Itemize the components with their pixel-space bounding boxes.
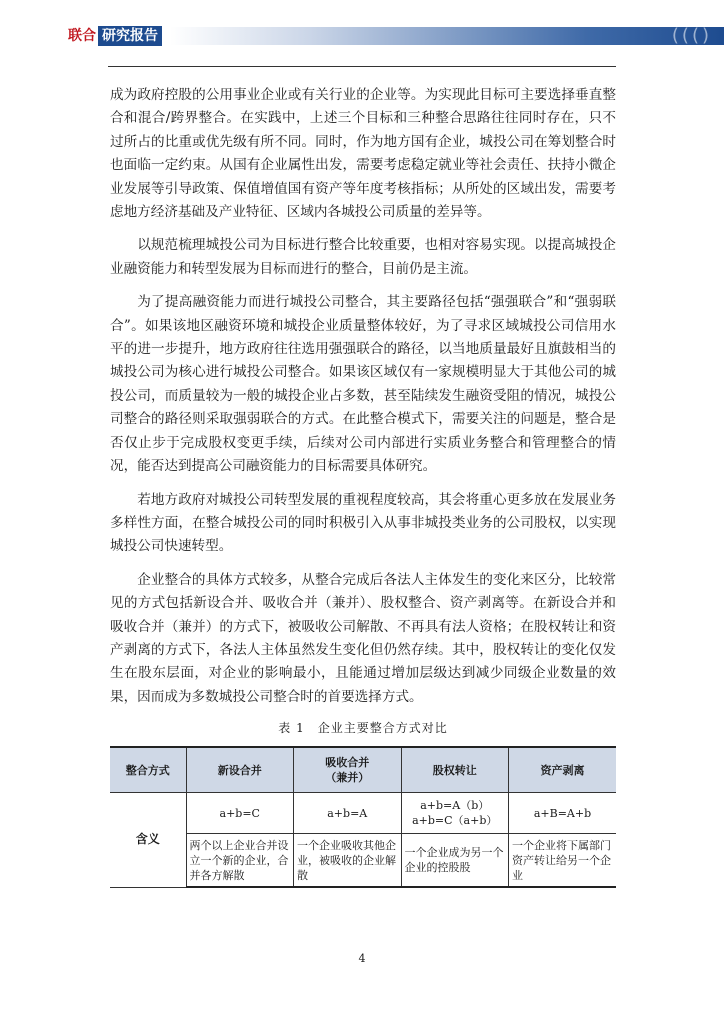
paragraph-3: 为了提高融资能力而进行城投公司整合，其主要路径包括“强强联合”和“强弱联合”。如果该地区融资环境和城投企业质量整体较好，为了寻求区域城投公司信用水平的进一步提升，地方政府往往选用强强联合的路径，以当地质量最好且旗鼓相当的城投公司为核心进行城投公司整合。如果该区域仅有一家规模明显大于其他公司的城投公司，而质量较为一般的城投企业占多数，甚至陆续发生融资受阻的情况，城投公司整合的路径则采取强弱联合的方式。在此整合模式下，需要关注的问题是，整合是否仅止步于完成股权变更手续，后续对公司内部进行实质业务整合和管理整合的情况，能否达到提高公司融资能力的目标需要具体研究。 (110, 294, 616, 475)
table-header-cell: 资产剥离 (509, 747, 617, 793)
description-cell: 两个以上企业合并设立一个新的企业，合并各方解散 (186, 834, 294, 888)
header-gradient-bar (170, 27, 724, 45)
integration-methods-table (110, 746, 616, 888)
header-divider (108, 66, 616, 67)
formula-cell: a+b=C (186, 793, 294, 834)
page-body (110, 84, 616, 888)
brand-name-blue: 研究报告 (98, 26, 162, 46)
brand-logo (68, 26, 162, 46)
paragraph-4: 若地方政府对城投公司转型发展的重视程度较高，其会将重心更多放在发展业务多样性方面，在整合城投公司的同时积极引入从事非城投类业务的公司股权，以实现城投公司快速转型。 (110, 491, 616, 555)
description-cell: 一个企业成为另一个企业的控股股 (401, 834, 509, 888)
table-row-label: 含义 (110, 793, 186, 888)
table-header-cell: 吸收合并 （兼并） (294, 747, 402, 793)
report-header (68, 26, 720, 46)
table-header-cell: 股权转让 (401, 747, 509, 793)
formula-cell: a+b=A (294, 793, 402, 834)
table-header-cell: 整合方式 (110, 747, 186, 793)
paragraph-5: 企业整合的具体方式较多，从整合完成后各法人主体发生的变化来区分，比较常见的方式包括新设合并、吸收合并（兼并）、股权整合、资产剥离等。在新设合并和吸收合并（兼并）的方式下，被吸收公司解散、不再具有法人资格；在股权转让和资产剥离的方式下，各法人主体虽然发生变化但仍然存续。其中，股权转让的变化仅发生在股东层面，对企业的影响最小，且能通过增加层级达到减少同级企业数量的效果，因而成为多数城投公司整合时的首要选择方式。 (110, 571, 616, 705)
brand-name-red: 联合 (68, 28, 96, 44)
formula-cell: a+b=A（b） a+b=C（a+b） (401, 793, 509, 834)
table-row-formula (110, 793, 616, 834)
page-number: 4 (358, 952, 366, 965)
table-row-description (110, 834, 616, 888)
paragraph-2: 以规范梳理城投公司为目标进行整合比较重要，也相对容易实现。以提高城投企业融资能力和转型发展为目标而进行的整合，目前仍是主流。 (110, 237, 616, 277)
header-decoration: ((() (671, 25, 712, 46)
description-cell: 一个企业吸收其他企业，被吸收的企业解散 (294, 834, 402, 888)
paragraph-1: 成为政府控股的公用事业企业或有关行业的企业等。为实现此目标可主要选择垂直整合和混合/跨界整合。在实践中，上述三个目标和三种整合思路往往同时存在，只不过所占的比重或优先级有所不同。同时，作为地方国有企业，城投公司在筹划整合时也面临一定约束。从国有企业属性出发，需要考虑稳定就业等社会责任、扶持小微企业发展等引导政策、保值增值国有资产等年度考核指标；从所处的区域出发，需要考虑地方经济基础及产业特征、区域内各城投公司质量的差异等。 (110, 87, 616, 221)
table-header-row (110, 747, 616, 793)
description-cell: 一个企业将下属部门资产转让给另一个企业 (509, 834, 617, 888)
table-header-cell: 新设合并 (186, 747, 294, 793)
table-caption: 表 1 企业主要整合方式对比 (278, 721, 448, 736)
formula-cell: a+B=A+b (509, 793, 617, 834)
